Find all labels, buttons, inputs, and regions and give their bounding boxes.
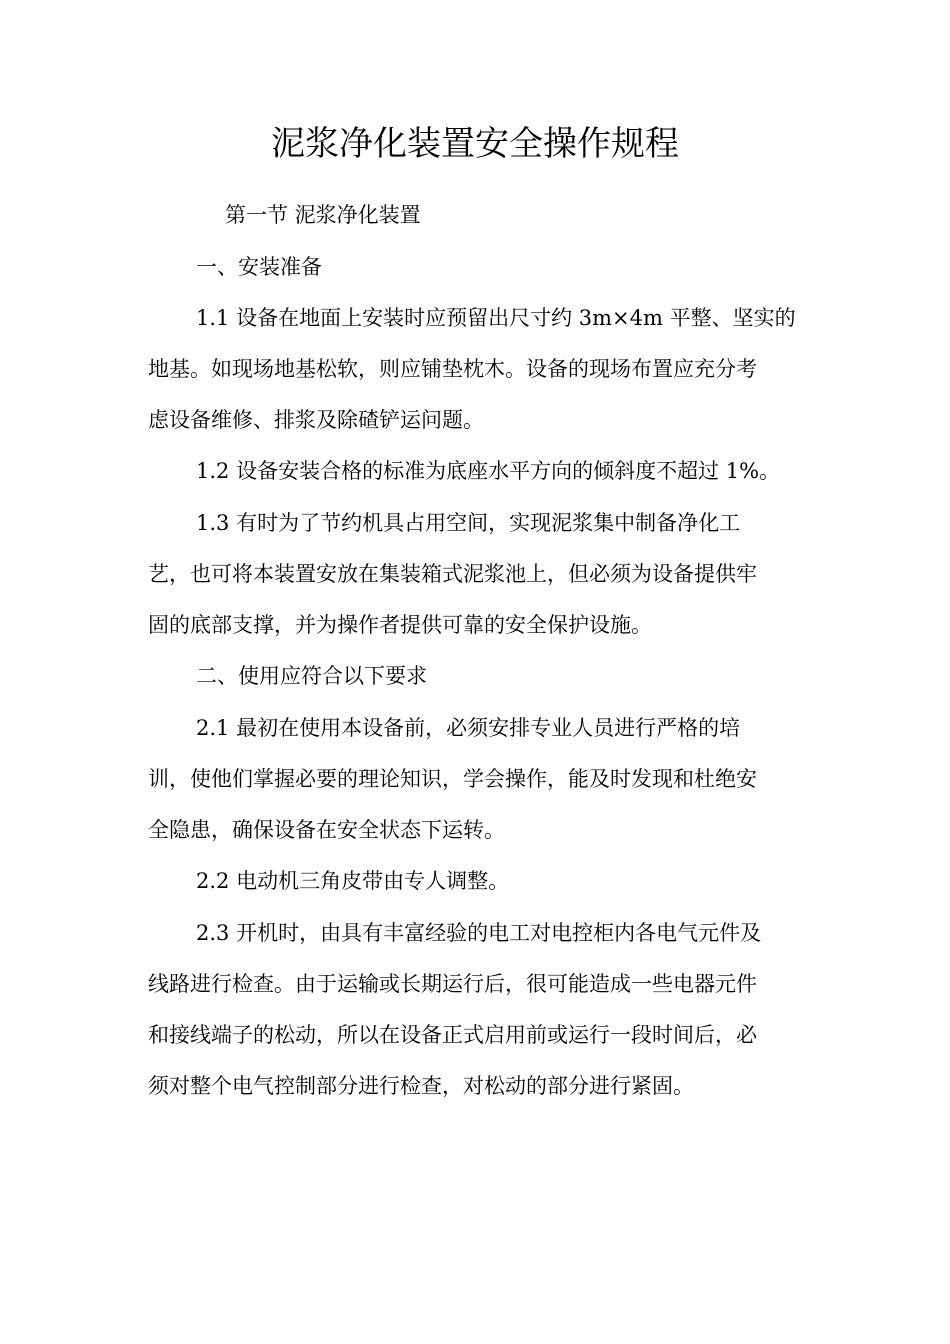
paragraph-1-3-line-2: 艺，也可将本装置安放在集装箱式泥浆池上，但必须为设备提供牢 <box>148 562 757 586</box>
document-title: 泥浆净化装置安全操作规程 <box>271 124 679 164</box>
part2-heading: 二、使用应符合以下要求 <box>196 664 427 688</box>
paragraph-2-3-line-4: 须对整个电气控制部分进行检查，对松动的部分进行紧固。 <box>148 1074 694 1098</box>
paragraph-1-1-line-3: 虑设备维修、排浆及除碴铲运问题。 <box>148 408 484 432</box>
paragraph-2-3-line-3: 和接线端子的松动，所以在设备正式启用前或运行一段时间后，必 <box>148 1023 757 1047</box>
paragraph-2-1-line-1: 2.1 最初在使用本设备前，必须安排专业人员进行严格的培 <box>196 716 741 740</box>
paragraph-1-3-line-3: 固的底部支撑，并为操作者提供可靠的安全保护设施。 <box>148 613 652 637</box>
paragraph-1-1-line-1: 1.1 设备在地面上安装时应预留出尺寸约 3m×4m 平整、坚实的 <box>196 306 796 330</box>
paragraph-1-1-line-2: 地基。如现场地基松软，则应铺垫枕木。设备的现场布置应充分考 <box>148 357 757 381</box>
paragraph-2-1-line-3: 全隐患，确保设备在安全状态下运转。 <box>148 818 505 842</box>
paragraph-2-2: 2.2 电动机三角皮带由专人调整。 <box>196 869 510 893</box>
paragraph-2-1-line-2: 训，使他们掌握必要的理论知识，学会操作，能及时发现和杜绝安 <box>148 767 757 791</box>
paragraph-2-3-line-2: 线路进行检查。由于运输或长期运行后，很可能造成一些电器元件 <box>148 972 757 996</box>
part1-heading: 一、安装准备 <box>196 255 322 279</box>
paragraph-1-3-line-1: 1.3 有时为了节约机具占用空间，实现泥浆集中制备净化工 <box>196 511 741 535</box>
paragraph-1-2: 1.2 设备安装合格的标准为底座水平方向的倾斜度不超过 1%。 <box>196 459 781 483</box>
section-heading: 第一节 泥浆净化装置 <box>225 203 421 227</box>
paragraph-2-3-line-1: 2.3 开机时，由具有丰富经验的电工对电控柜内各电气元件及 <box>196 921 762 945</box>
